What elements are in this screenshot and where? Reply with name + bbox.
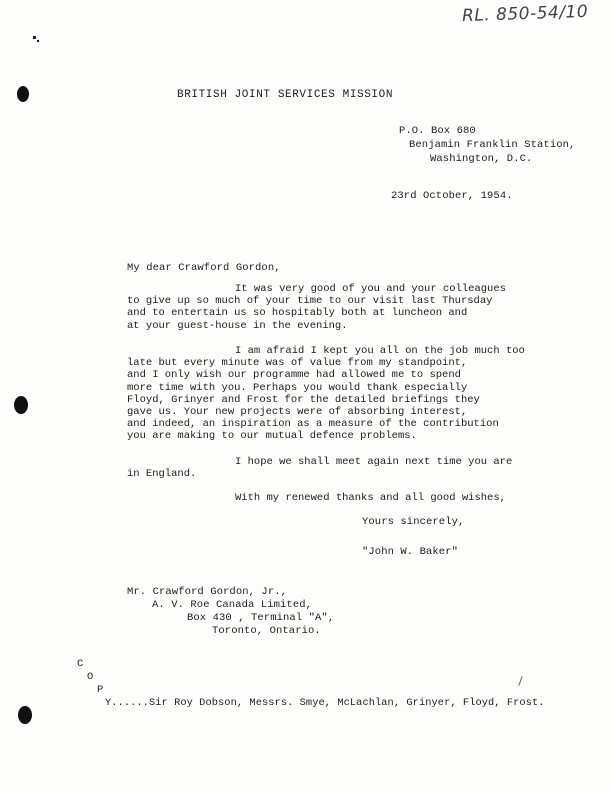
paragraph-line: more time with you. Perhaps you would thank especially — [127, 381, 468, 394]
copy-letter-c: C — [77, 658, 84, 670]
address-line-2: Benjamin Franklin Station, — [409, 139, 576, 151]
address-line-1: P.O. Box 680 — [399, 125, 476, 137]
paragraph-line: to give up so much of your time to our visit last Thursday — [127, 295, 493, 308]
copy-letter-p: P — [97, 684, 104, 696]
paragraph-line: gave us. Your new projects were of absorbing interest, — [127, 406, 468, 419]
letterhead-title: BRITISH JOINT SERVICES MISSION — [177, 89, 394, 101]
paragraph-line: and to entertain us so hospitably both at luncheon and — [127, 307, 468, 320]
copy-distribution-line: Y......Sir Roy Dobson, Messrs. Smye, McLachlan, Grinyer, Floyd, Frost. — [105, 697, 545, 709]
punch-hole-top — [17, 86, 29, 102]
paragraph-1 — [127, 283, 506, 332]
paragraph-line: and I only wish our programme had allowed me to spend — [127, 369, 461, 382]
closing: Yours sincerely, — [362, 516, 465, 528]
paragraph-line: I am afraid I kept you all on the job much too — [235, 345, 525, 357]
copy-letter-o: O — [87, 671, 94, 683]
scan-speck — [33, 36, 36, 39]
recipient-line-2: A. V. Roe Canada Limited, — [152, 599, 313, 611]
handwritten-reference: RL. 850-54/10 — [461, 1, 589, 27]
paragraph-line: at your guest-house in the evening. — [127, 319, 348, 332]
letter-date: 23rd October, 1954. — [391, 190, 513, 202]
paragraph-line: late but every minute was of value from my standpoint, — [127, 357, 468, 370]
punch-hole-bottom — [18, 706, 32, 724]
paragraph-4 — [127, 492, 506, 504]
recipient-line-4: Toronto, Ontario. — [212, 625, 321, 637]
paragraph-2 — [127, 345, 525, 443]
address-line-3: Washington, D.C. — [430, 153, 533, 165]
paragraph-line: you are making to our mutual defence problems. — [127, 430, 417, 443]
paragraph-line: I hope we shall meet again next time you are — [235, 456, 513, 468]
salutation: My dear Crawford Gordon, — [127, 262, 281, 274]
punch-hole-middle — [14, 396, 28, 414]
scan-speck — [37, 40, 39, 42]
paragraph-line: Floyd, Grinyer and Frost for the detailed briefings they — [127, 393, 480, 406]
paragraph-3 — [127, 456, 512, 480]
paragraph-line: With my renewed thanks and all good wishes, — [235, 492, 506, 504]
recipient-line-1: Mr. Crawford Gordon, Jr., — [127, 586, 288, 598]
paragraph-line: and indeed, an inspiration as a measure of the contribution — [127, 418, 499, 431]
signature: "John W. Baker" — [362, 546, 459, 558]
recipient-line-3: Box 430 , Terminal "A", — [187, 612, 335, 624]
pencil-mark — [518, 676, 522, 686]
paragraph-line: in England. — [127, 468, 197, 481]
paragraph-line: It was very good of you and your colleagues — [235, 283, 506, 295]
